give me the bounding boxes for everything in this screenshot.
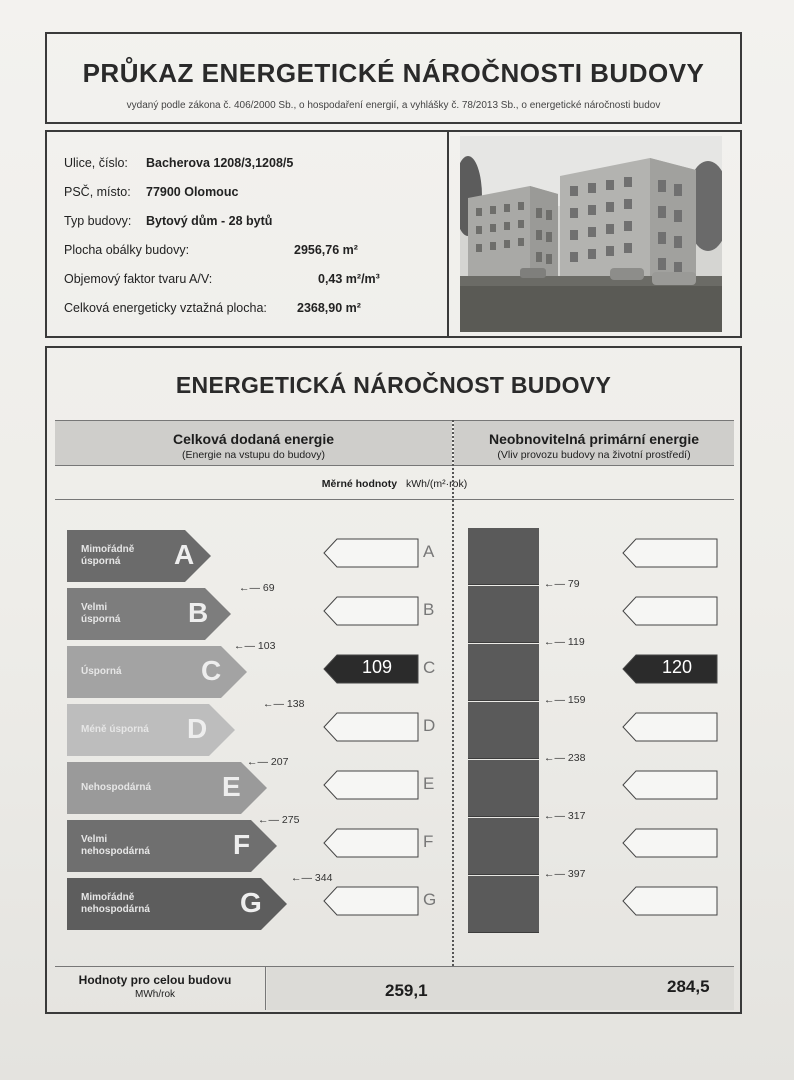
totals-divider xyxy=(265,967,266,1010)
left-indicator-b xyxy=(323,596,419,626)
ref-area-label: Celková energeticky vztažná plocha: xyxy=(64,301,267,315)
right-threshold-5: ←— 317 xyxy=(544,810,586,822)
left-indicator-e xyxy=(323,770,419,800)
totals-row xyxy=(55,966,734,1010)
left-indicator-g xyxy=(323,886,419,916)
class-label-line1-f: Velmi xyxy=(81,834,108,845)
class-letter-f: F xyxy=(233,829,251,860)
class-label-line1-a: Mimořádně xyxy=(81,544,135,555)
right-threshold-4: ←— 238 xyxy=(544,752,586,764)
left-indicator-f xyxy=(323,828,419,858)
class-label-e xyxy=(81,782,151,794)
right-indicator-a xyxy=(622,538,718,568)
left-total-value: 259,1 xyxy=(385,981,428,1000)
left-threshold-5: ←— 275 xyxy=(258,814,300,826)
building-photo-illustration xyxy=(460,136,722,332)
factor-value: 0,43 m²/m³ xyxy=(318,272,380,286)
right-indicator-shape-g xyxy=(623,887,717,915)
primary-bar-a xyxy=(468,528,539,585)
class-label-b xyxy=(81,602,120,626)
street-value: Bacherova 1208/3,1208/5 xyxy=(146,156,294,170)
certificate-header xyxy=(45,32,742,124)
class-letter-e: E xyxy=(222,771,241,802)
class-label-a xyxy=(81,544,134,568)
left-indicator-shape-d xyxy=(324,713,418,741)
right-indicator-g xyxy=(622,886,718,916)
delivered-energy-header xyxy=(55,420,452,466)
right-indicator-shape-f xyxy=(623,829,717,857)
ref-area-value: 2368,90 m² xyxy=(297,301,361,315)
right-indicator-b xyxy=(622,596,718,626)
left-indicator-letter-f: F xyxy=(423,832,434,851)
class-label-c xyxy=(81,666,122,678)
info-text-area xyxy=(47,132,449,336)
right-indicator-f xyxy=(622,828,718,858)
psc-row xyxy=(64,185,239,199)
left-threshold-1: ←— 69 xyxy=(239,582,275,594)
left-energy-value: 109 xyxy=(361,657,393,677)
left-indicator-shape-g xyxy=(324,887,418,915)
primary-bar-c xyxy=(468,644,539,701)
left-indicator-letter-b: B xyxy=(423,600,435,619)
energy-performance-panel xyxy=(45,346,742,1014)
type-value: Bytový dům - 28 bytů xyxy=(146,214,273,228)
primary-bar-d xyxy=(468,702,539,759)
street-label: Ulice, číslo: xyxy=(64,156,128,170)
left-indicator-a xyxy=(323,538,419,568)
right-indicator-e xyxy=(622,770,718,800)
class-letter-a: A xyxy=(174,539,195,570)
class-letter-c: C xyxy=(201,655,222,686)
class-label-f xyxy=(81,834,150,858)
psc-value: 77900 Olomouc xyxy=(146,185,239,199)
left-total-cell xyxy=(267,967,459,1010)
class-label-line1-c: Úsporná xyxy=(81,666,122,677)
left-threshold-3: ←— 138 xyxy=(263,698,305,710)
left-indicator-shape-e xyxy=(324,771,418,799)
type-row xyxy=(64,214,273,228)
right-indicator-shape-b xyxy=(623,597,717,625)
class-letter-d: D xyxy=(187,713,208,744)
building-photo xyxy=(460,136,722,332)
certificate-title: PRŮKAZ ENERGETICKÉ NÁROČNOSTI BUDOVY xyxy=(82,58,705,88)
primary-bar-b xyxy=(468,586,539,643)
totals-label-block xyxy=(65,973,245,1000)
right-threshold-1: ←— 79 xyxy=(544,578,580,590)
delivered-energy-title: Celková dodaná energie xyxy=(172,431,335,447)
class-label-line1-d: Méně úsporná xyxy=(81,724,149,735)
totals-unit: MWh/rok xyxy=(135,989,175,1000)
street-row xyxy=(64,156,294,170)
left-indicator-shape-f xyxy=(324,829,418,857)
building-info-panel xyxy=(45,130,742,338)
delivered-energy-subtitle: (Energie na vstupu do budovy) xyxy=(181,449,325,461)
right-indicator-d xyxy=(622,712,718,742)
left-threshold-4: ←— 207 xyxy=(247,756,289,768)
class-label-line1-g: Mimořádně xyxy=(81,892,135,903)
primary-energy-title: Neobnovitelná primární energie xyxy=(488,431,700,447)
factor-row xyxy=(64,272,380,286)
class-label-d xyxy=(81,724,149,736)
area-value: 2956,76 m² xyxy=(294,243,358,257)
column-divider xyxy=(452,420,454,970)
right-threshold-3: ←— 159 xyxy=(544,694,586,706)
class-label-line1-e: Nehospodárná xyxy=(81,782,152,793)
primary-bar-f xyxy=(468,818,539,875)
energy-section-title: ENERGETICKÁ NÁROČNOST BUDOVY xyxy=(175,372,612,398)
certificate-subtitle: vydaný podle zákona č. 406/2000 Sb., o hospodaření energií, a vyhlášky č. 78/2013 Sb., o energetické náročnosti budov xyxy=(126,100,661,111)
right-threshold-2: ←— 119 xyxy=(544,636,585,648)
class-label-line1-b: Velmi xyxy=(81,602,108,613)
class-label-line2-g: nehospodárná xyxy=(81,904,150,915)
type-label: Typ budovy: xyxy=(64,214,132,228)
right-indicator-shape-d xyxy=(623,713,717,741)
class-letter-b: B xyxy=(188,597,209,628)
class-label-g xyxy=(81,892,150,916)
right-indicator-shape-a xyxy=(623,539,717,567)
left-indicator-d xyxy=(323,712,419,742)
class-label-line2-b: úsporná xyxy=(81,614,121,625)
psc-label: PSČ, místo: xyxy=(64,185,131,199)
left-threshold-2: ←— 103 xyxy=(234,640,276,652)
left-indicator-shape-b xyxy=(324,597,418,625)
left-threshold-6: ←— 344 xyxy=(291,872,333,884)
left-indicator-letter-g: G xyxy=(423,890,437,909)
primary-bar-e xyxy=(468,760,539,817)
class-label-line2-a: úsporná xyxy=(81,556,121,567)
left-indicator-letter-c: C xyxy=(423,658,436,677)
area-row xyxy=(64,243,358,257)
totals-label: Hodnoty pro celou budovu xyxy=(78,973,232,987)
right-threshold-6: ←— 397 xyxy=(544,868,586,880)
primary-energy-subtitle: (Vliv provozu budovy na životní prostředí) xyxy=(497,449,691,461)
class-letter-g: G xyxy=(240,887,262,918)
primary-energy-header xyxy=(454,420,734,466)
left-indicator-letter-e: E xyxy=(423,774,435,793)
ref-area-row xyxy=(64,301,361,315)
left-indicator-shape-a xyxy=(324,539,418,567)
right-total-value: 284,5 xyxy=(667,977,710,996)
units-row xyxy=(55,466,734,500)
left-indicator-letter-d: D xyxy=(423,716,436,735)
units-value: kWh/(m²·rok) xyxy=(405,478,468,490)
area-label: Plocha obálky budovy: xyxy=(64,243,190,257)
primary-bar-g xyxy=(468,876,539,933)
factor-label: Objemový faktor tvaru A/V: xyxy=(64,272,213,286)
right-indicator-shape-e xyxy=(623,771,717,799)
right-energy-value: 120 xyxy=(661,657,693,677)
left-indicator-letter-a: A xyxy=(423,542,435,561)
class-label-line2-f: nehospodárná xyxy=(81,846,150,857)
units-label: Měrné hodnoty xyxy=(321,478,398,490)
